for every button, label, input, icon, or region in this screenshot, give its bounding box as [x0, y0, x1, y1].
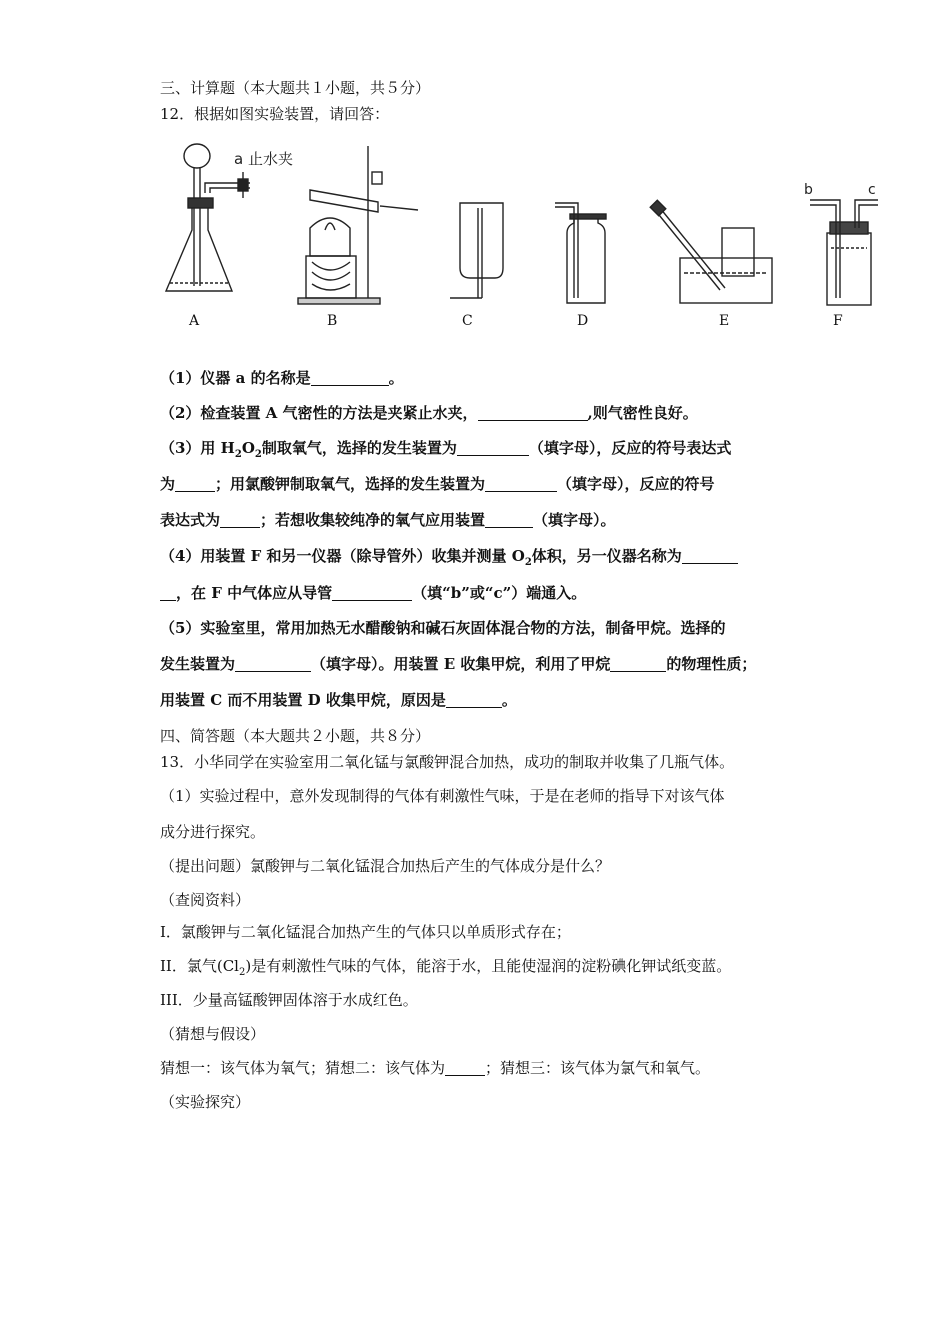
label-c-tube: c	[868, 182, 876, 198]
q12-part3-line3: 表达式为 ；若想收集较纯净的氧气应用装置 （填字母）。	[160, 511, 616, 529]
q12-part4-line2: ，在 F 中气体应从导管 （填“b”或“c”）端通入。	[160, 583, 586, 603]
label-a-clip: a 止水夹	[234, 150, 293, 168]
section-3-heading: 三、计算题（本大题共１小题，共５分）	[160, 79, 431, 97]
figure-label-a: A	[189, 313, 200, 329]
q12-part5-line1: （5）实验室里，常用加热无水醋酸钠和碱石灰固体混合物的方法，制备甲烷。选择的	[160, 619, 726, 637]
q12-part5-line2: 发生装置为 （填字母）。用装置 E 收集甲烷，利用了甲烷 的物理性质；	[160, 655, 757, 673]
label-b-tube: b	[804, 182, 813, 198]
q13-hypothesis: 猜想一：该气体为氧气；猜想二：该气体为 ；猜想三：该气体为氯气和氧气。	[160, 1059, 711, 1077]
q12-part1: （1）仪器 a 的名称是 。	[160, 369, 404, 387]
apparatus-f	[810, 200, 878, 305]
question-13: 13．小华同学在实验室用二氧化锰与氯酸钾混合加热，成功的制取并收集了几瓶气体。	[160, 753, 735, 771]
q12-part5-line3: 用装置 C 而不用装置 D 收集甲烷，原因是 。	[160, 691, 517, 709]
q13-part1-line2: 成分进行探究。	[160, 823, 266, 841]
q13-reference-1: I．氯酸钾与二氧化锰混合加热产生的气体只以单质形式存在；	[160, 923, 571, 941]
q13-experiment-heading: （实验探究）	[160, 1093, 251, 1111]
figure-label-f: F	[833, 313, 843, 329]
q13-ask: （提出问题）氯酸钾与二氧化锰混合加热后产生的气体成分是什么？	[160, 857, 611, 875]
q13-reference: （查阅资料）	[160, 891, 251, 909]
apparatus-b	[298, 146, 418, 304]
q13-part1-line1: （1）实验过程中，意外发现制得的气体有刺激性气味，于是在老师的指导下对该气体	[160, 787, 725, 805]
q13-reference-2: II．氯气$(Cl_2)$是有刺激性气味的气体，能溶于水，且能使湿润的淀粉碘化钾试纸变蓝。	[160, 957, 732, 978]
apparatus-figure	[150, 138, 890, 338]
apparatus-e	[650, 200, 772, 303]
question-12: 12．根据如图实验装置，请回答：	[160, 105, 390, 123]
q13-hypothesis-heading: （猜想与假设）	[160, 1025, 266, 1043]
figure-label-b: B	[327, 313, 338, 329]
q12-part2: （2）检查装置 A 气密性的方法是夹紧止水夹， ,则气密性良好。	[160, 404, 698, 422]
apparatus-d	[555, 203, 606, 303]
q12-part3-line1: （3）用 $H_2O_2$制取氧气，选择的发生装置为 （填字母），反应的符号表达式	[160, 439, 732, 460]
q13-reference-3: III．少量高锰酸钾固体溶于水成红色。	[160, 991, 418, 1009]
figure-label-d: D	[577, 313, 589, 329]
figure-label-e: E	[719, 313, 730, 329]
q12-part4-line1: （4）用装置 F 和另一仪器（除导管外）收集并测量 $O_2$体积，另一仪器名称为	[160, 546, 738, 573]
section-4-heading: 四、简答题（本大题共２小题，共８分）	[160, 727, 431, 745]
q12-part3-line2: 为 ；用氯酸钾制取氧气，选择的发生装置为 （填字母），反应的符号	[160, 475, 715, 493]
figure-label-c: C	[462, 313, 473, 329]
apparatus-c	[450, 203, 503, 298]
